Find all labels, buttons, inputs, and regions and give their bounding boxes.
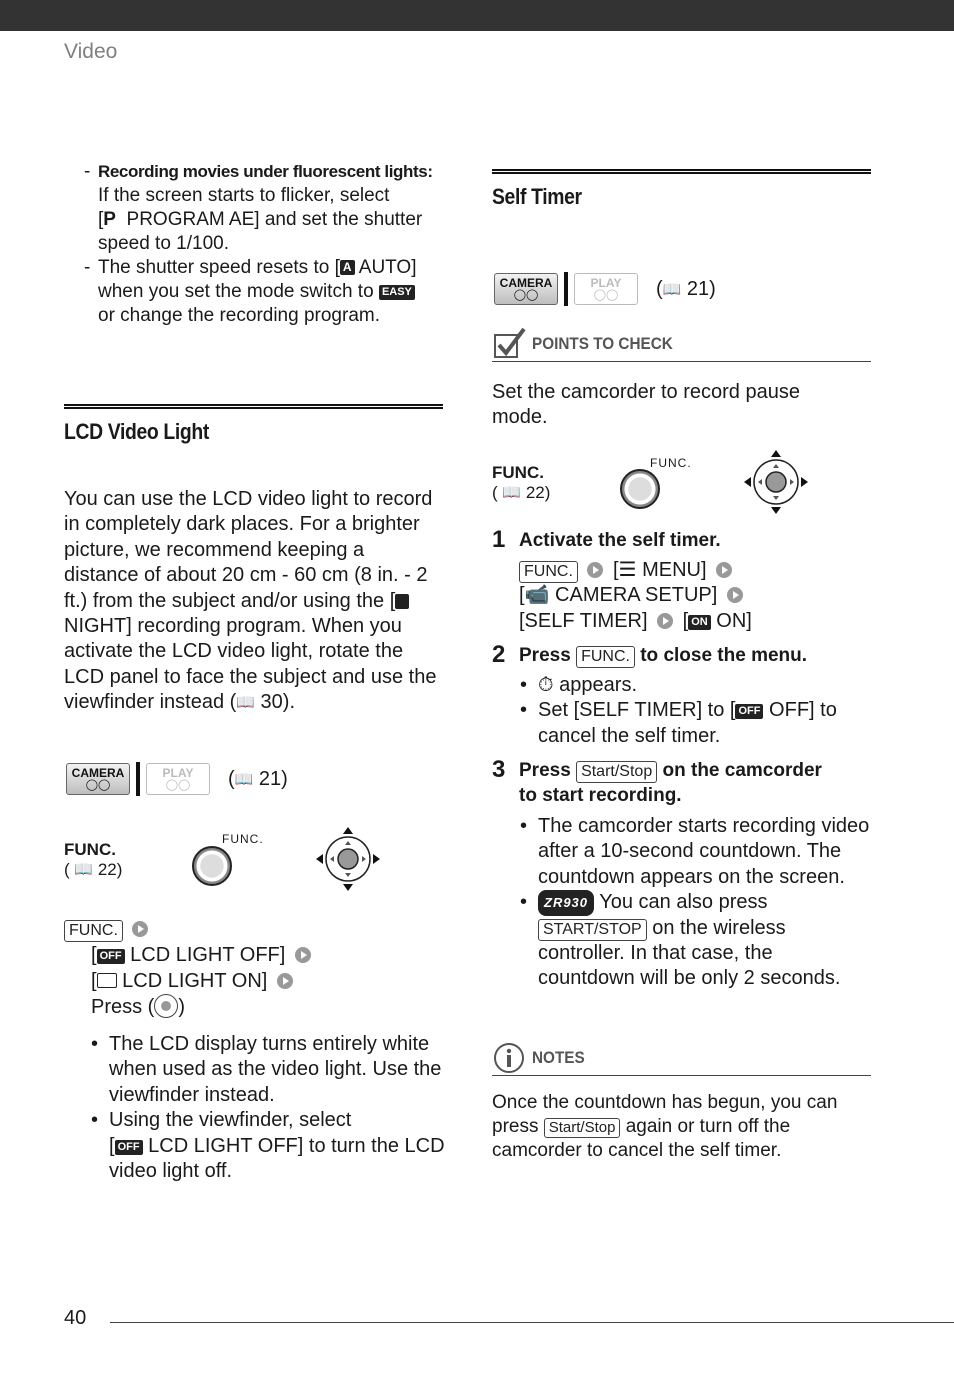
step-number: 3 <box>492 756 506 783</box>
arrow-icon <box>657 613 673 629</box>
model-badge: ZR930 <box>538 890 594 915</box>
book-icon: 📖 <box>234 770 254 788</box>
camera-mode-badge: CAMERA ◯◯ <box>494 273 558 305</box>
start-stop-key: Start/Stop <box>576 761 657 783</box>
func-key: FUNC. <box>519 561 578 583</box>
func-key: FUNC. <box>64 920 123 942</box>
step2-bullets <box>520 673 870 749</box>
auto-icon: A <box>340 260 355 275</box>
page-reference: (📖 21) <box>656 277 716 300</box>
fluorescent-notes <box>64 160 444 328</box>
top-bar <box>0 0 954 31</box>
step-title: Press Start/Stop on the camcorder to start recording. <box>519 760 822 806</box>
step-number: 1 <box>492 526 506 553</box>
self-timer-mode-row <box>494 272 716 306</box>
program-ae-icon: P <box>103 209 116 230</box>
note-shutter-reset: - The shutter speed resets to [ A AUTO] when you set the mode switch to EASY or change the recording program. <box>84 257 417 326</box>
list-item: • ZR930 You can also press START/STOP on the wireless controller. In that case, the countdown will be only 2 seconds. <box>520 890 872 992</box>
func-key: FUNC. <box>576 646 635 668</box>
page-number: 40 <box>64 1307 87 1329</box>
arrow-icon <box>727 587 743 603</box>
list-item: • The camcorder starts recording video after a 10-second countdown. The countdown appears on the screen. <box>520 814 872 890</box>
start-stop-key: START/STOP <box>538 919 647 941</box>
step-title: Activate the self timer. <box>519 530 721 551</box>
func-dial-icon <box>620 469 660 509</box>
list-item: • The LCD display turns entirely white when used as the video light. Use the viewfinder instead. <box>91 1032 446 1108</box>
light-on-icon <box>97 973 117 988</box>
light-off-icon: OFF <box>115 1140 143 1155</box>
step1-menu-path: FUNC. [☰ MENU] [📹 CAMERA SETUP] [SELF TIMER] [ ON ON] <box>519 559 752 632</box>
night-icon <box>395 594 409 609</box>
info-icon <box>492 1041 526 1075</box>
section-label: Video <box>64 40 118 63</box>
section-title: Self Timer <box>492 184 582 209</box>
page-reference: (📖 21) <box>228 767 288 790</box>
points-to-check-header: POINTS TO CHECK <box>492 327 871 362</box>
func-dial-label: FUNC. <box>650 456 692 470</box>
lcd-menu-path: FUNC. [ OFF LCD LIGHT OFF] [ LCD LIGHT ON] Press ( ) <box>64 916 315 1020</box>
joystick-icon <box>744 450 808 514</box>
self-timer-func-block: FUNC. ( 📖 22) <box>492 463 551 502</box>
book-icon: 📖 <box>236 694 255 712</box>
list-item: • ⏱ appears. <box>520 673 870 698</box>
notes-text: Once the countdown has begun, you can press Start/Stop again or turn off the camcorder to cancel the self timer. <box>492 1092 838 1161</box>
self-timer-icon: ⏱ <box>538 674 554 696</box>
self-timer-header <box>492 169 871 210</box>
off-icon: OFF <box>735 704 763 719</box>
arrow-icon <box>587 562 603 578</box>
mode-divider <box>564 272 568 306</box>
step3-bullets <box>520 814 872 992</box>
start-stop-key: Start/Stop <box>544 1118 621 1138</box>
step-number: 2 <box>492 641 506 668</box>
joystick-icon <box>316 827 380 891</box>
play-mode-badge: PLAY ◯◯ <box>574 273 638 305</box>
checkmark-icon <box>492 327 528 361</box>
note-fluorescent: - Recording movies under fluorescent lights: If the screen starts to flicker, select [P PROGRAM AE] and set the shutter speed to 1/100. <box>84 161 433 254</box>
camera-setup-icon: 📹 <box>524 584 550 607</box>
lcd-bullets <box>91 1032 446 1184</box>
func-dial-label: FUNC. <box>222 832 264 846</box>
book-icon: 📖 <box>502 484 522 501</box>
menu-icon: ☰ <box>618 559 637 581</box>
points-text: Set the camcorder to record pause mode. <box>492 381 800 429</box>
lcd-func-block: FUNC. ( 📖 22) <box>64 840 123 879</box>
arrow-icon <box>716 562 732 578</box>
notes-header: NOTES <box>492 1041 871 1076</box>
arrow-icon <box>277 973 293 989</box>
func-dial-icon <box>192 846 232 886</box>
play-mode-badge: PLAY ◯◯ <box>146 763 210 795</box>
footer-rule <box>110 1322 954 1323</box>
arrow-icon <box>132 921 148 937</box>
arrow-icon <box>295 947 311 963</box>
camera-mode-badge: CAMERA ◯◯ <box>66 763 130 795</box>
set-button-icon <box>154 994 178 1018</box>
lcd-video-light-header <box>64 404 443 445</box>
book-icon: 📖 <box>662 280 682 298</box>
list-item: • Using the viewfinder, select [ OFF LCD LIGHT OFF] to turn the LCD video light off. <box>91 1108 446 1184</box>
lcd-mode-row <box>66 762 288 796</box>
easy-badge: EASY <box>379 285 415 300</box>
book-icon: 📖 <box>74 861 94 878</box>
section-title: LCD Video Light <box>64 419 209 444</box>
mode-divider <box>136 762 140 796</box>
step-title: Press FUNC. to close the menu. <box>519 645 808 666</box>
on-icon: ON <box>688 615 711 630</box>
light-off-icon: OFF <box>97 949 125 964</box>
lcd-body-text: You can use the LCD video light to record in completely dark places. For a brighter picture, we recommend keeping a distance of about 20 cm - 60 cm (8 in. - 2 ft.) from the subject and/or using the [ NIGHT] recording program. When you activate the LCD video light, rotate the LCD panel to face the subject and use the viewfinder instead (📖 30). <box>64 487 444 716</box>
list-item: • Set [SELF TIMER] to [ OFF OFF] to cancel the self timer. <box>520 698 870 749</box>
